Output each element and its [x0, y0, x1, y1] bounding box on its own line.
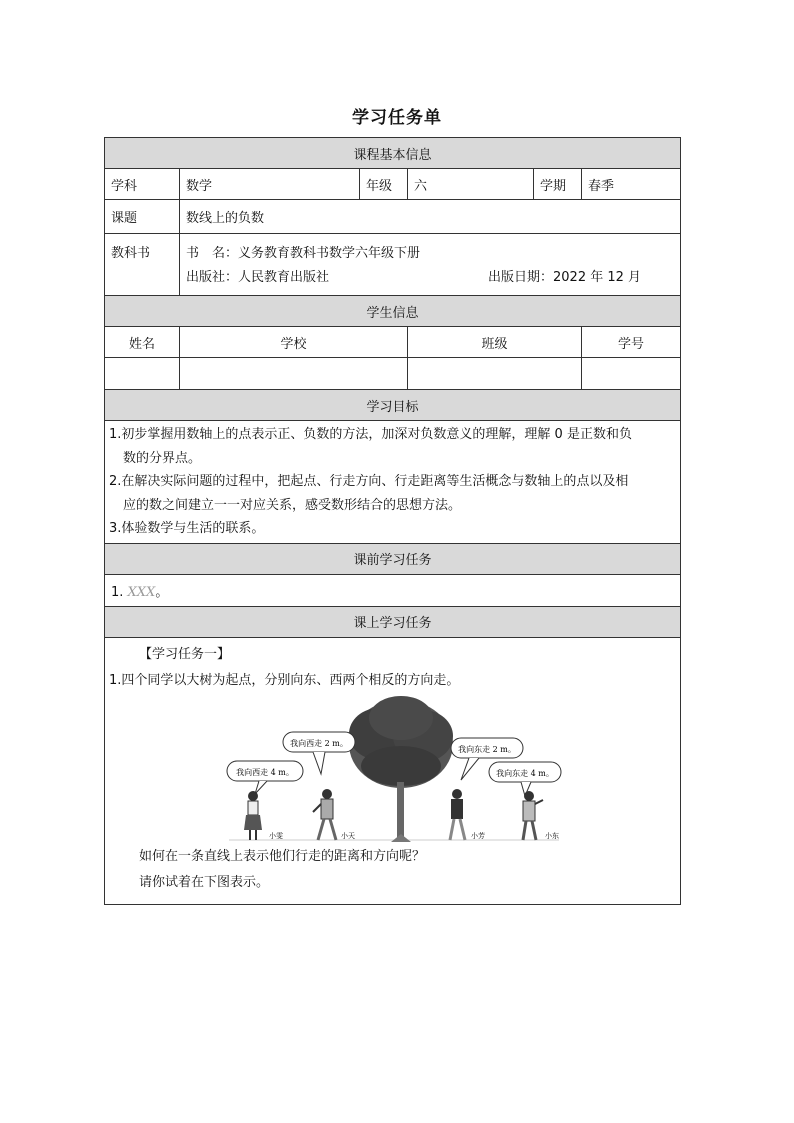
topic-value: 数线上的负数: [180, 200, 681, 234]
publisher-row: [180, 266, 680, 294]
name-xiaowen: 小雯: [269, 831, 283, 840]
pre-class-placeholder: XXX: [127, 584, 156, 600]
bubble-text-4: 我向东走 4 m。: [496, 768, 554, 778]
topic-label: 课题: [105, 200, 180, 234]
book-name: 书 名：义务教育教科书数学六年级下册: [186, 245, 421, 261]
pre-class-item: [105, 574, 681, 606]
goal-item-2: 2.在解决实际问题的过程中，把起点、行走方向、行走距离等生活概念与数轴上的点以及相: [109, 474, 629, 489]
name-input-cell[interactable]: [105, 358, 180, 390]
student-xiaofang-icon: [450, 789, 465, 840]
bubble-xiaowen: [227, 761, 303, 794]
bubble-text-2: 我向西走 2 m。: [290, 738, 348, 748]
question-line: 如何在一条直线上表示他们行走的距离和方向呢？: [139, 848, 426, 864]
student-info-header: 学生信息: [105, 296, 681, 327]
pre-class-item-number: 1.: [111, 584, 124, 600]
walking-illustration: [109, 694, 676, 854]
class-column: 班级: [408, 327, 582, 358]
task-one-title: 【学习任务一】: [139, 646, 231, 662]
tree-icon: [349, 696, 453, 842]
pre-class-header: 课前学习任务: [105, 543, 681, 574]
bubble-xiaodong: [489, 762, 561, 796]
task-one-line: 1.四个同学以大树为起点，分别向东、西两个相反的方向走。: [109, 672, 460, 688]
subject-label: 学科: [105, 169, 180, 200]
in-class-content: [105, 637, 681, 904]
bubble-text-1: 我向西走 4 m。: [236, 767, 294, 777]
course-info-header: 课程基本信息: [105, 138, 681, 169]
goals-header: 学习目标: [105, 390, 681, 421]
name-column: 姓名: [105, 327, 180, 358]
subject-value: 数学: [180, 169, 360, 200]
task-sheet-table: [104, 137, 681, 905]
student-xiaotian-icon: [313, 789, 336, 840]
class-input-cell[interactable]: [408, 358, 582, 390]
goal-item-2-cont: 应的数之间建立一一对应关系，感受数形结合的思想方法。: [123, 497, 462, 513]
term-label: 学期: [534, 169, 582, 200]
publication-date: 出版日期：2022 年 12 月: [488, 269, 642, 285]
document-title: 学习任务单: [352, 108, 442, 128]
school-input-cell[interactable]: [180, 358, 408, 390]
goal-item-3: 3.体验数学与生活的联系。: [109, 521, 265, 536]
student-id-input-cell[interactable]: [582, 358, 681, 390]
name-xiaotian: 小天: [341, 831, 355, 840]
goal-item-1: 1.初步掌握用数轴上的点表示正、负数的方法，加深对负数意义的理解，理解 0 是正数和负: [109, 427, 632, 442]
goals-content: [105, 421, 681, 544]
publisher: 出版社：人民教育出版社: [186, 269, 330, 285]
bubble-text-3: 我向东走 2 m。: [458, 744, 516, 754]
grade-label: 年级: [360, 169, 408, 200]
name-xiaofang: 小芳: [471, 831, 485, 840]
grade-value: 六: [408, 169, 534, 200]
student-xiaowen-icon: [244, 791, 262, 840]
goal-item-1-cont: 数的分界点。: [123, 450, 202, 466]
tree-and-students-svg: [109, 694, 675, 854]
school-column: 学校: [180, 327, 408, 358]
name-xiaodong: 小东: [545, 831, 559, 840]
student-xiaodong-icon: [523, 791, 543, 840]
instruction-line: 请你试着在下图表示。: [139, 874, 270, 890]
student-id-column: 学号: [582, 327, 681, 358]
term-value: 春季: [582, 169, 681, 200]
pre-class-item-end: 。: [155, 584, 169, 600]
textbook-label: 教科书: [105, 234, 180, 296]
in-class-header: 课上学习任务: [105, 606, 681, 637]
